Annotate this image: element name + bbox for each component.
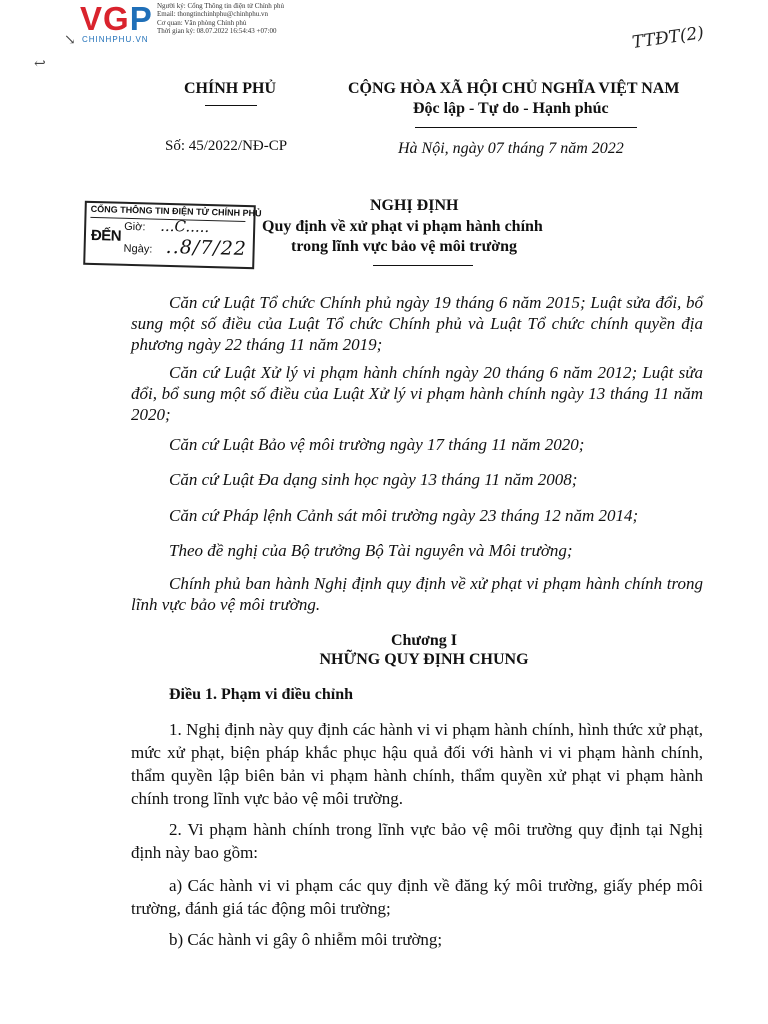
preamble-item: Căn cứ Pháp lệnh Cảnh sát môi trường ngày 23 tháng 12 năm 2014; bbox=[169, 506, 639, 525]
issuer-name: CHÍNH PHỦ bbox=[184, 80, 276, 97]
vgp-logo-site: CHINHPHU.VN bbox=[82, 35, 149, 44]
signature-time: Thời gian ký: 08.07.2022 16:54:43 +07:00 bbox=[157, 26, 277, 35]
clause: 2. Vi phạm hành chính trong lĩnh vực bảo vệ môi trường quy định tại Nghị định này bao gồm: bbox=[131, 820, 703, 862]
vgp-logo-text: VGP bbox=[80, 0, 153, 37]
received-stamp bbox=[83, 201, 262, 269]
clause: a) Các hành vi vi phạm các quy định về đăng ký môi trường, giấy phép môi trường, đánh giá tác động môi trường; bbox=[131, 876, 703, 918]
document-type: NGHỊ ĐỊNH bbox=[370, 197, 459, 214]
article-title: Điều 1. Phạm vi điều chỉnh bbox=[169, 686, 354, 703]
stamp-date-value: ..8/7/22 bbox=[165, 235, 248, 261]
preamble-item: Căn cứ Luật Bảo vệ môi trường ngày 17 tháng 11 năm 2020; bbox=[169, 435, 585, 454]
document-subtitle-line2: trong lĩnh vực bảo vệ môi trường bbox=[291, 238, 517, 255]
digital-signature-block bbox=[157, 2, 284, 35]
signature-signer: Người ký: Cổng Thông tin điện tử Chính phủ bbox=[157, 2, 285, 10]
preamble-item: Theo đề nghị của Bộ trưởng Bộ Tài nguyên và Môi trường; bbox=[169, 541, 573, 560]
preamble-item: Chính phủ ban hành Nghị định quy định về xử phạt vi phạm hành chính trong lĩnh vực bảo vệ môi trường. bbox=[131, 574, 703, 614]
handwritten-note: TTĐT(2) bbox=[630, 23, 706, 53]
motto-underline bbox=[415, 127, 637, 128]
stamp-time-label: Giờ: bbox=[124, 220, 146, 234]
vgp-logo bbox=[80, 2, 153, 44]
clause: b) Các hành vi gây ô nhiễm môi trường; bbox=[169, 930, 443, 949]
stamp-date-label: Ngày: bbox=[123, 242, 153, 256]
signature-agency: Cơ quan: Văn phòng Chính phủ bbox=[157, 18, 247, 27]
stamp-den-label: ĐẾN bbox=[90, 226, 122, 245]
title-underline bbox=[373, 265, 473, 266]
preamble-item: Căn cứ Luật Tổ chức Chính phủ ngày 19 tháng 6 năm 2015; Luật sửa đổi, bổ sung một số điều của Luật Tổ chức Chính phủ và Luật Tổ chức chính quyền địa phương ngày 22 tháng 11 năm 2019; bbox=[131, 293, 703, 354]
chapter-number: Chương I bbox=[390, 632, 458, 649]
national-motto: Độc lập - Tự do - Hạnh phúc bbox=[413, 100, 609, 117]
document-number: Số: 45/2022/NĐ-CP bbox=[165, 138, 288, 154]
preamble-item: Căn cứ Luật Xử lý vi phạm hành chính ngày 20 tháng 6 năm 2012; Luật sửa đổi, bổ sung một số điều của Luật Xử lý vi phạm hành chính ngày 13 tháng 11 năm 2020; bbox=[131, 363, 703, 424]
preamble-item: Căn cứ Luật Đa dạng sinh học ngày 13 tháng 11 năm 2008; bbox=[169, 470, 578, 489]
scan-mark: ↘ bbox=[64, 33, 76, 48]
stamp-time-value: ...C..... bbox=[160, 216, 210, 237]
stamp-header: CỔNG THÔNG TIN ĐIỆN TỬ CHÍNH PHỦ bbox=[90, 203, 262, 219]
republic-name: CỘNG HÒA XÃ HỘI CHỦ NGHĨA VIỆT NAM bbox=[348, 80, 680, 97]
clause: 1. Nghị định này quy định các hành vi vi phạm hành chính, hình thức xử phạt, mức xử phạt, biện pháp khắc phục hậu quả đối với hành vi vi phạm hành chính, thẩm quyền lập biên bản vi phạm hành chính, thẩm quyền xử phạt vi phạm hành chính trong lĩnh vực bảo vệ môi trường. bbox=[131, 720, 703, 808]
chapter-title: NHỮNG QUY ĐỊNH CHUNG bbox=[319, 651, 529, 668]
issuer-underline bbox=[205, 105, 257, 106]
document-subtitle-line1: Quy định về xử phạt vi phạm hành chính bbox=[262, 218, 543, 235]
signature-email: Email: thongtinchinhphu@chinhphu.vn bbox=[157, 10, 269, 19]
document-date: Hà Nội, ngày 07 tháng 7 năm 2022 bbox=[398, 140, 624, 157]
scan-mark: ↩ bbox=[34, 57, 46, 72]
